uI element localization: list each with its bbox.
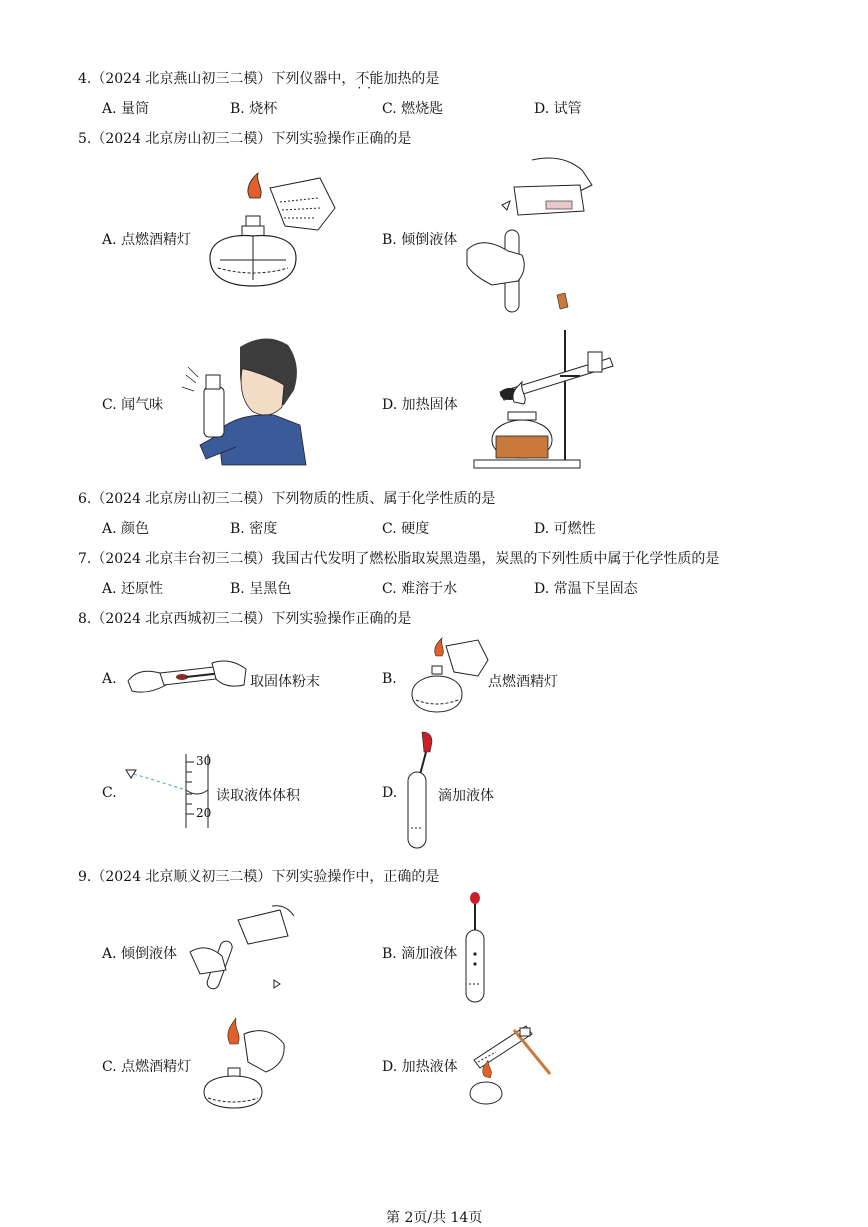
q4-stem-post: 加热的是 [383, 71, 440, 87]
taking-solid-powder-illustration [126, 655, 250, 699]
q4-option-b: B. 烧杯 [230, 101, 278, 117]
q8-option-b-letter: B. [382, 671, 397, 687]
q4-stem-pre: 4.（2024 北京燕山初三二模）下列仪器中， [78, 71, 356, 87]
q9-option-a: A. 倾倒液体 [102, 946, 178, 962]
question-6-stem: 6.（2024 北京房山初三二模）下列物质的性质、属于化学性质的是 [78, 491, 496, 507]
lamp-to-lamp-lighting-illustration [200, 1016, 292, 1110]
heating-solid-illustration [470, 330, 630, 476]
q6-option-d: D. 可燃性 [534, 521, 596, 537]
smelling-gas-illustration [178, 335, 310, 467]
q7-option-d: D. 常温下呈固态 [534, 581, 638, 597]
q6-option-b: B. 密度 [230, 521, 278, 537]
q7-option-c: C. 难溶于水 [382, 581, 458, 597]
dropping-liquid-inside-tube-illustration [460, 892, 490, 1006]
q8-option-a-letter: A. [102, 671, 117, 687]
alcohol-lamp-lighting-illustration [200, 168, 340, 300]
page-footer: 第 2页/共 14页 [386, 1210, 483, 1226]
pouring-liquid-wrong-illustration [186, 904, 296, 996]
question-7-stem: 7.（2024 北京丰台初三二模）我国古代发明了燃松脂取炭黑造墨，炭黑的下列性质中属于化学性质的是 [78, 551, 720, 567]
q8-option-d-letter: D. [382, 785, 398, 801]
q4-stem-emphasis: 不能 · · [355, 68, 383, 88]
q6-option-c: C. 硬度 [382, 521, 430, 537]
q8-option-a-text: 取固体粉末 [250, 674, 320, 690]
q9-option-b: B. 滴加液体 [382, 946, 458, 962]
q9-option-c: C. 点燃酒精灯 [102, 1059, 192, 1075]
q8-option-c-letter: C. [102, 785, 117, 801]
q4-option-c: C. 燃烧匙 [382, 101, 444, 117]
dropping-liquid-illustration [400, 730, 440, 852]
pouring-liquid-illustration [462, 155, 612, 320]
q7-option-b: B. 呈黑色 [230, 581, 292, 597]
q9-option-d: D. 加热液体 [382, 1059, 458, 1075]
q5-option-d: D. 加热固体 [382, 397, 458, 413]
q5-option-b: B. 倾倒液体 [382, 232, 458, 248]
q8-option-b-text: 点燃酒精灯 [488, 674, 558, 690]
q7-option-a: A. 还原性 [102, 581, 164, 597]
q5-option-c: C. 闻气味 [102, 397, 164, 413]
lighting-lamp-with-lighter-illustration [406, 636, 490, 716]
question-9-stem: 9.（2024 北京顺义初三二模）下列实验操作中，正确的是 [78, 869, 440, 885]
q8-option-c-text: 读取液体体积 [216, 788, 300, 804]
scale-label-20: 20 [196, 806, 212, 820]
heating-liquid-illustration [466, 1020, 556, 1106]
q6-option-a: A. 颜色 [102, 521, 150, 537]
q4-option-d: D. 试管 [534, 101, 582, 117]
question-5-stem: 5.（2024 北京房山初三二模）下列实验操作正确的是 [78, 131, 412, 147]
question-8-stem: 8.（2024 北京西城初三二模）下列实验操作正确的是 [78, 611, 412, 627]
q4-option-a: A. 量筒 [102, 101, 150, 117]
scale-label-30: 30 [196, 754, 212, 768]
q8-option-d-text: 滴加液体 [438, 788, 494, 804]
question-4-stem [78, 68, 439, 88]
q5-option-a: A. 点燃酒精灯 [102, 232, 192, 248]
